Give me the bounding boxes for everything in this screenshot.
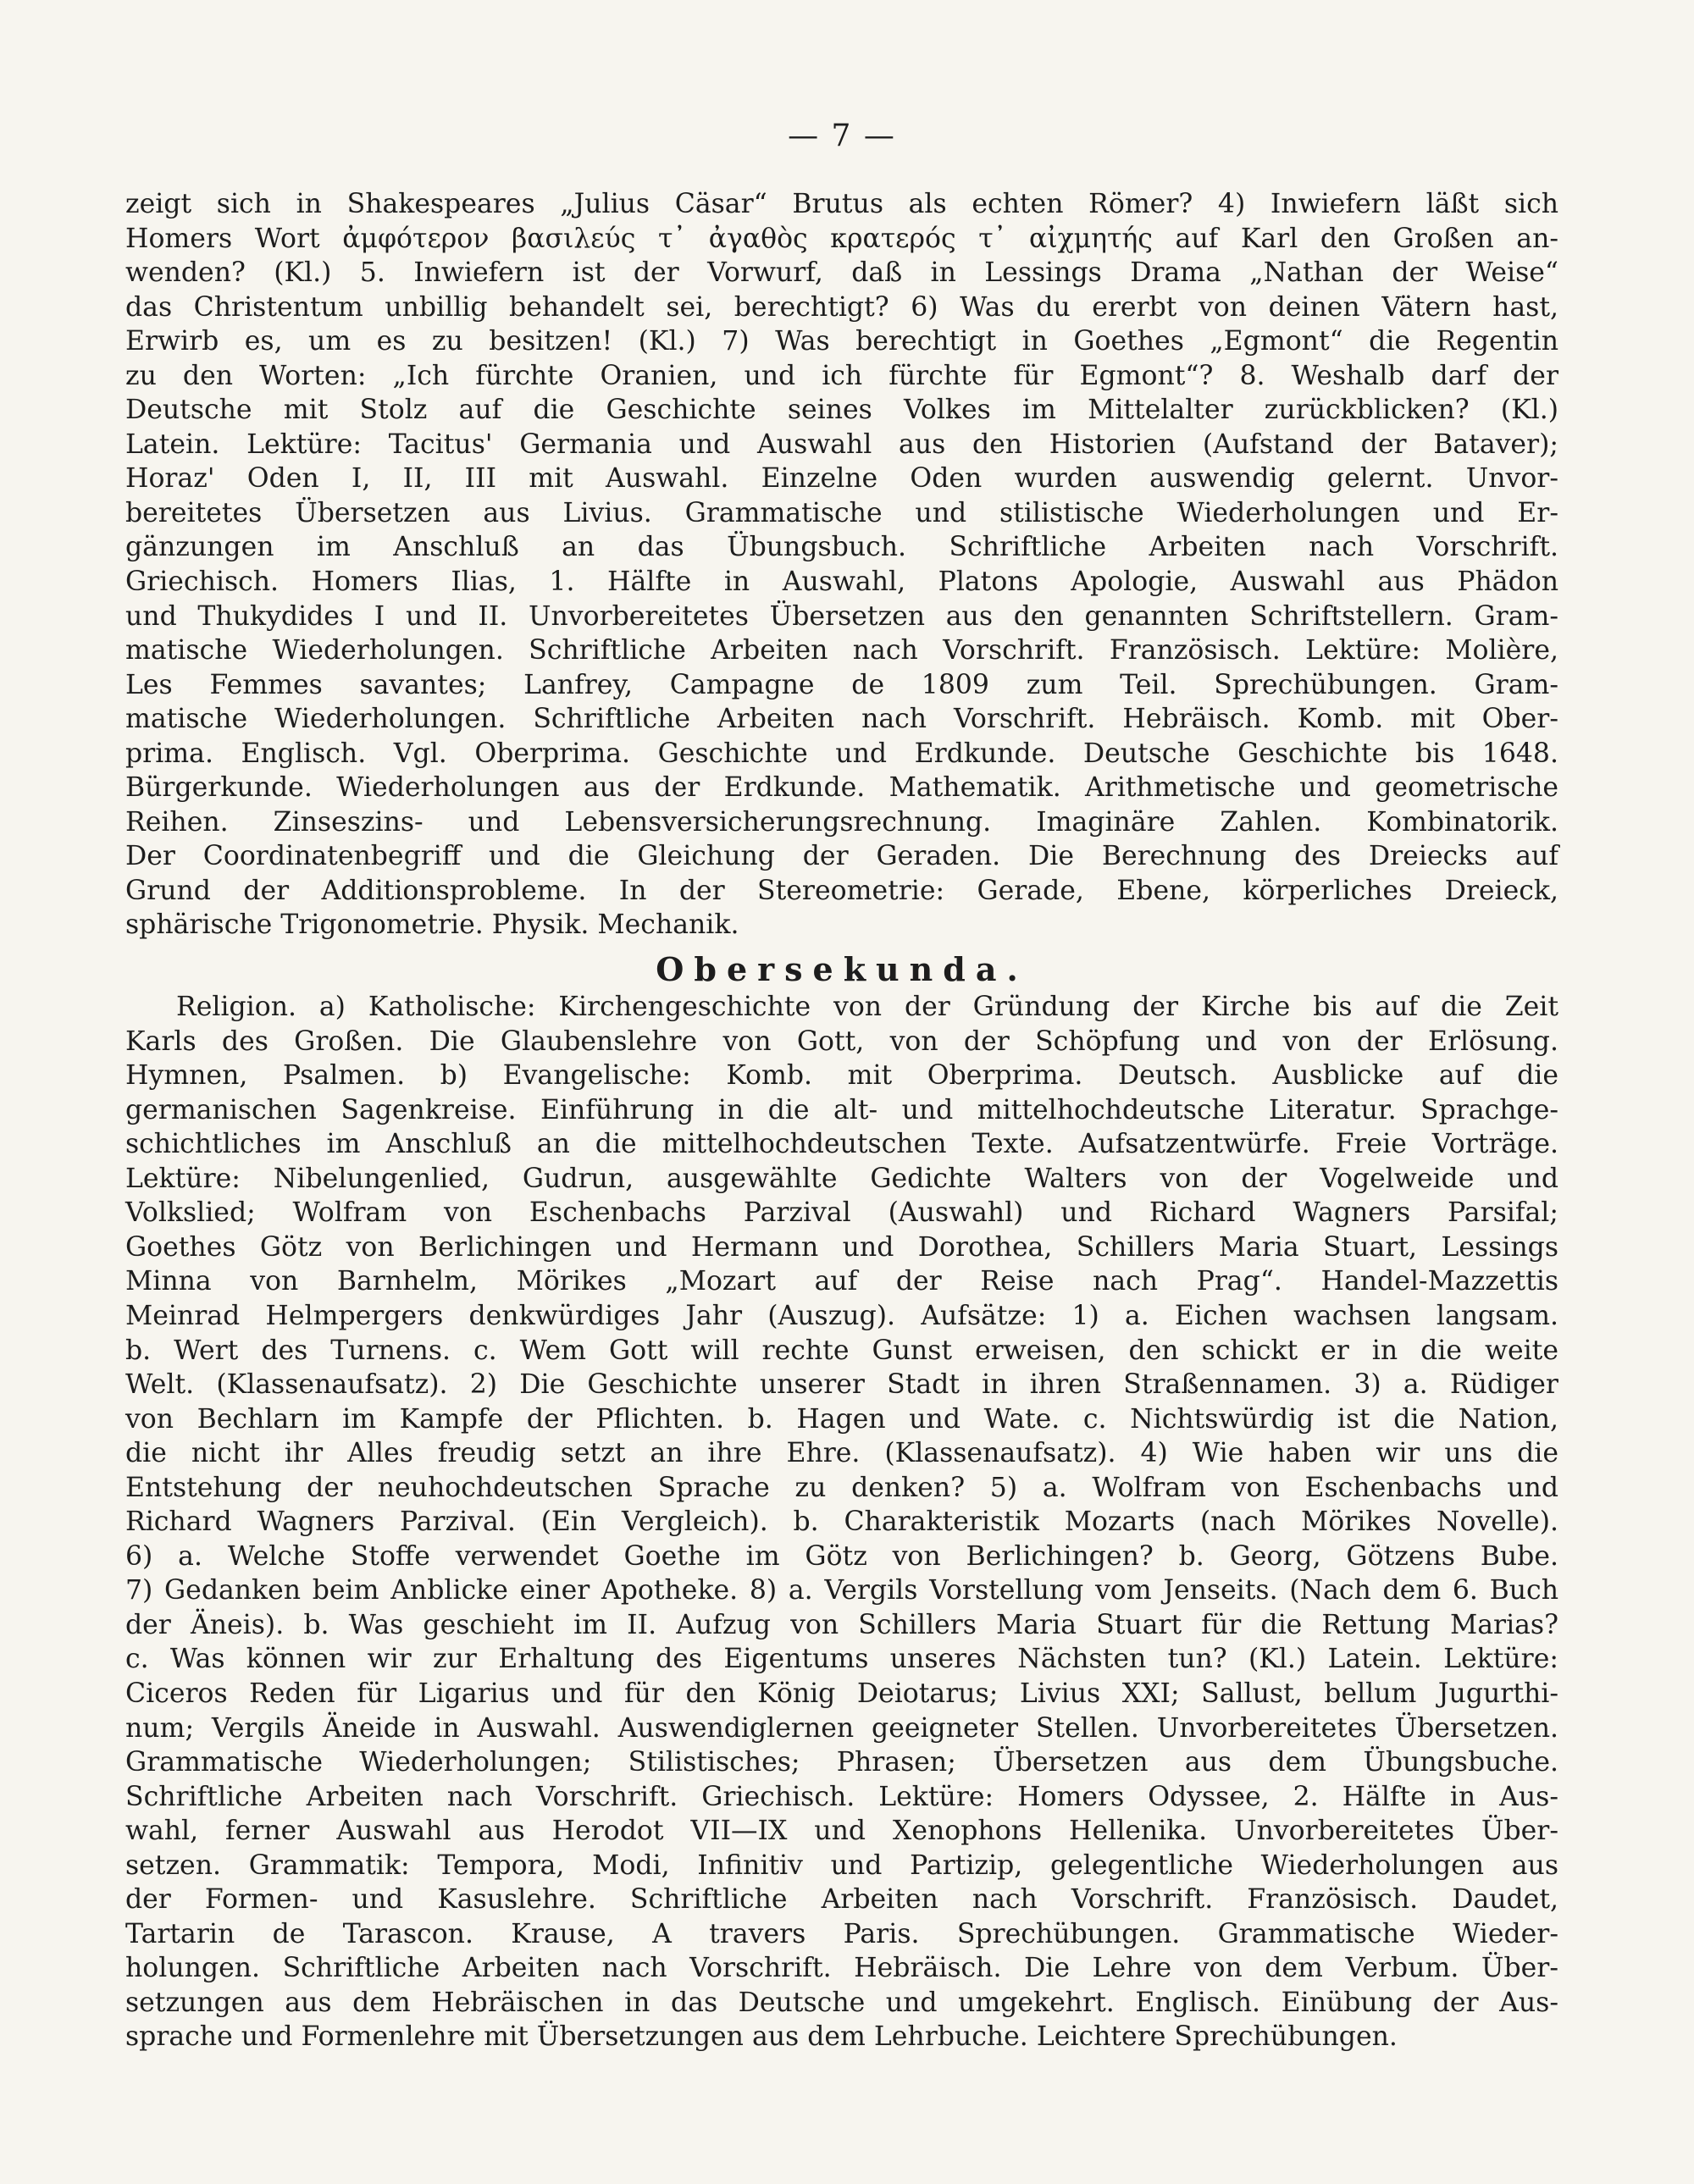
text-line: Latein. Lektüre: Tacitus' Germania und Auswahl aus den Historien (Aufstand der Bataver);: [125, 429, 1558, 460]
text-line: sphärische Trigonometrie. Physik. Mechanik.: [125, 910, 739, 941]
text-line: Reihen. Zinseszins- und Lebensversicherungsrechnung. Imaginäre Zahlen. Kombinatorik.: [125, 806, 1558, 838]
text-line: Lektüre: Nibelungenlied, Gudrun, ausgewählte Gedichte Walters von der Vogelweide und: [125, 1163, 1558, 1194]
text-line: Deutsche mit Stolz auf die Geschichte seines Volkes im Mittelalter zurückblicken? (Kl.): [125, 395, 1558, 426]
text-line: sprache und Formenlehre mit Übersetzungen aus dem Lehrbuche. Leichtere Sprechübungen.: [125, 2021, 1398, 2053]
text-line: Der Coordinatenbegriff und die Gleichung der Geraden. Die Berechnung des Dreiecks auf: [125, 841, 1558, 872]
text-line: matische Wiederholungen. Schriftliche Arbeiten nach Vorschrift. Hebräisch. Komb. mit Ober-: [125, 704, 1558, 735]
text-line: c. Was können wir zur Erhaltung des Eigentums unseres Nächsten tun? (Kl.) Latein. Lektüre:: [125, 1644, 1558, 1675]
text-line: num; Vergils Äneide in Auswahl. Auswendiglernen geeigneter Stellen. Unvorbereitetes Übersetzen.: [125, 1712, 1558, 1744]
text-line: Goethes Götz von Berlichingen und Hermann und Dorothea, Schillers Maria Stuart, Lessings: [125, 1231, 1558, 1263]
text-line: zeigt sich in Shakespeares „Julius Cäsar“ Brutus als echten Römer? 4) Inwiefern läßt sich: [125, 189, 1558, 219]
text-line: Schriftliche Arbeiten nach Vorschrift. Griechisch. Lektüre: Homers Odyssee, 2. Hälfte in Aus-: [125, 1781, 1558, 1812]
text-line: gänzungen im Anschluß an das Übungsbuch. Schriftliche Arbeiten nach Vorschrift.: [125, 532, 1558, 563]
text-line: Grammatische Wiederholungen; Stilistisches; Phrasen; Übersetzen aus dem Übungsbuche.: [125, 1747, 1558, 1778]
text-line: Religion. a) Katholische: Kirchengeschichte von der Gründung der Kirche bis auf die Zeit: [176, 992, 1558, 1023]
text-line: Karls des Großen. Die Glaubenslehre von Gott, von der Schöpfung und von der Erlösung.: [125, 1026, 1558, 1057]
text-line: Entstehung der neuhochdeutschen Sprache zu denken? 5) a. Wolfram von Eschenbachs und: [125, 1472, 1558, 1503]
text-line: von Bechlarn im Kampfe der Pflichten. b. Hagen und Wate. c. Nichtswürdig ist die Nation,: [125, 1403, 1558, 1435]
text-line: Griechisch. Homers Ilias, 1. Hälfte in Auswahl, Platons Apologie, Auswahl aus Phädon: [125, 567, 1558, 598]
text-line: bereitetes Übersetzen aus Livius. Grammatische und stilistische Wiederholungen und Er-: [125, 497, 1558, 528]
text-line: und Thukydides I und II. Unvorbereitetes Übersetzen aus den genannten Schriftstellern. Gram-: [125, 600, 1558, 632]
text-line: Homers Wort ἀμφότερον βασιλεύς τ᾽ ἀγαθὸς κρατερός τ᾽ αἰχμητής auf Karl den Großen an-: [125, 223, 1558, 254]
text-line: Minna von Barnhelm, Mörikes „Mozart auf der Reise nach Prag“. Handel-Mazzettis: [125, 1266, 1558, 1297]
text-line: Welt. (Klassenaufsatz). 2) Die Geschichte unserer Stadt in ihren Straßennamen. 3) a. Rüdiger: [125, 1369, 1558, 1401]
text-line: schichtliches im Anschluß an die mittelhochdeutschen Texte. Aufsatzentwürfe. Freie Vorträge.: [125, 1129, 1558, 1160]
text-line: Tartarin de Tarascon. Krause, A travers Paris. Sprechübungen. Grammatische Wieder-: [125, 1918, 1558, 1949]
text-line: Erwirb es, um es zu besitzen! (Kl.) 7) Was berechtigt in Goethes „Egmont“ die Regentin: [125, 326, 1558, 357]
text-line: Volkslied; Wolfram von Eschenbachs Parzival (Auswahl) und Richard Wagners Parsifal;: [125, 1197, 1558, 1229]
text-line: Richard Wagners Parzival. (Ein Vergleich). b. Charakteristik Mozarts (nach Mörikes Novelle).: [125, 1507, 1558, 1538]
text-line: wahl, ferner Auswahl aus Herodot VII—IX und Xenophons Hellenika. Unvorbereitetes Über-: [125, 1816, 1558, 1847]
text-line: setzungen aus dem Hebräischen in das Deutsche und umgekehrt. Englisch. Einübung der Aus-: [125, 1987, 1558, 2018]
text-line: zu den Worten: „Ich fürchte Oranien, und ich fürchte für Egmont“? 8. Weshalb darf der: [125, 360, 1558, 391]
text-line: holungen. Schriftliche Arbeiten nach Vorschrift. Hebräisch. Die Lehre von dem Verbum. Über-: [125, 1953, 1558, 1984]
text-line: Hymnen, Psalmen. b) Evangelische: Komb. mit Oberprima. Deutsch. Ausblicke auf die: [125, 1060, 1558, 1092]
text-line: germanischen Sagenkreise. Einführung in die alt- und mittelhochdeutsche Literatur. Sprachge-: [125, 1094, 1558, 1125]
text-line: das Christentum unbillig behandelt sei, berechtigt? 6) Was du ererbt von deinen Vätern hast,: [125, 291, 1558, 323]
text-line: prima. Englisch. Vgl. Oberprima. Geschichte und Erdkunde. Deutsche Geschichte bis 1648.: [125, 738, 1558, 769]
text-line: Ciceros Reden für Ligarius und für den König Deiotarus; Livius XXI; Sallust, bellum Jugurthi-: [125, 1678, 1558, 1709]
text-line: 7) Gedanken beim Anblicke einer Apotheke. 8) a. Vergils Vorstellung vom Jenseits. (Nach dem 6. Buch: [125, 1575, 1558, 1606]
text-line: Grund der Additionsprobleme. In der Stereometrie: Gerade, Ebene, körperliches Dreieck,: [125, 875, 1558, 906]
text-line: wenden? (Kl.) 5. Inwiefern ist der Vorwurf, daß in Lessings Drama „Nathan der Weise“: [125, 257, 1558, 289]
text-line: matische Wiederholungen. Schriftliche Arbeiten nach Vorschrift. Französisch. Lektüre: Molière,: [125, 635, 1558, 666]
text-line: Meinrad Helmpergers denkwürdiges Jahr (Auszug). Aufsätze: 1) a. Eichen wachsen langsam.: [125, 1300, 1558, 1331]
text-line: der Formen- und Kasuslehre. Schriftliche Arbeiten nach Vorschrift. Französisch. Daudet,: [125, 1884, 1558, 1916]
text-line: Bürgerkunde. Wiederholungen aus der Erdkunde. Mathematik. Arithmetische und geometrische: [125, 772, 1558, 804]
text-line: 6) a. Welche Stoffe verwendet Goethe im Götz von Berlichingen? b. Georg, Götzens Bube.: [125, 1540, 1558, 1572]
text-line: Les Femmes savantes; Lanfrey, Campagne de 1809 zum Teil. Sprechübungen. Gram-: [125, 669, 1558, 700]
text-line: setzen. Grammatik: Tempora, Modi, Infinitiv und Partizip, gelegentliche Wiederholungen aus: [125, 1849, 1558, 1881]
continuation-paragraph: [125, 187, 1558, 943]
text-line: der Äneis). b. Was geschieht im II. Aufzug von Schillers Maria Stuart für die Rettung Marias?: [125, 1609, 1558, 1640]
section-paragraph: [125, 990, 1558, 2054]
section-heading: Obersekunda.: [656, 950, 1028, 989]
text-line: die nicht ihr Alles freudig setzt an ihre Ehre. (Klassenaufsatz). 4) Wie haben wir uns die: [125, 1438, 1558, 1469]
text-line: Horaz' Oden I, II, III mit Auswahl. Einzelne Oden wurden auswendig gelernt. Unvor-: [125, 463, 1558, 495]
page-number: — 7 —: [788, 119, 896, 153]
text-line: b. Wert des Turnens. c. Wem Gott will rechte Gunst erweisen, den schickt er in die weite: [125, 1335, 1558, 1366]
